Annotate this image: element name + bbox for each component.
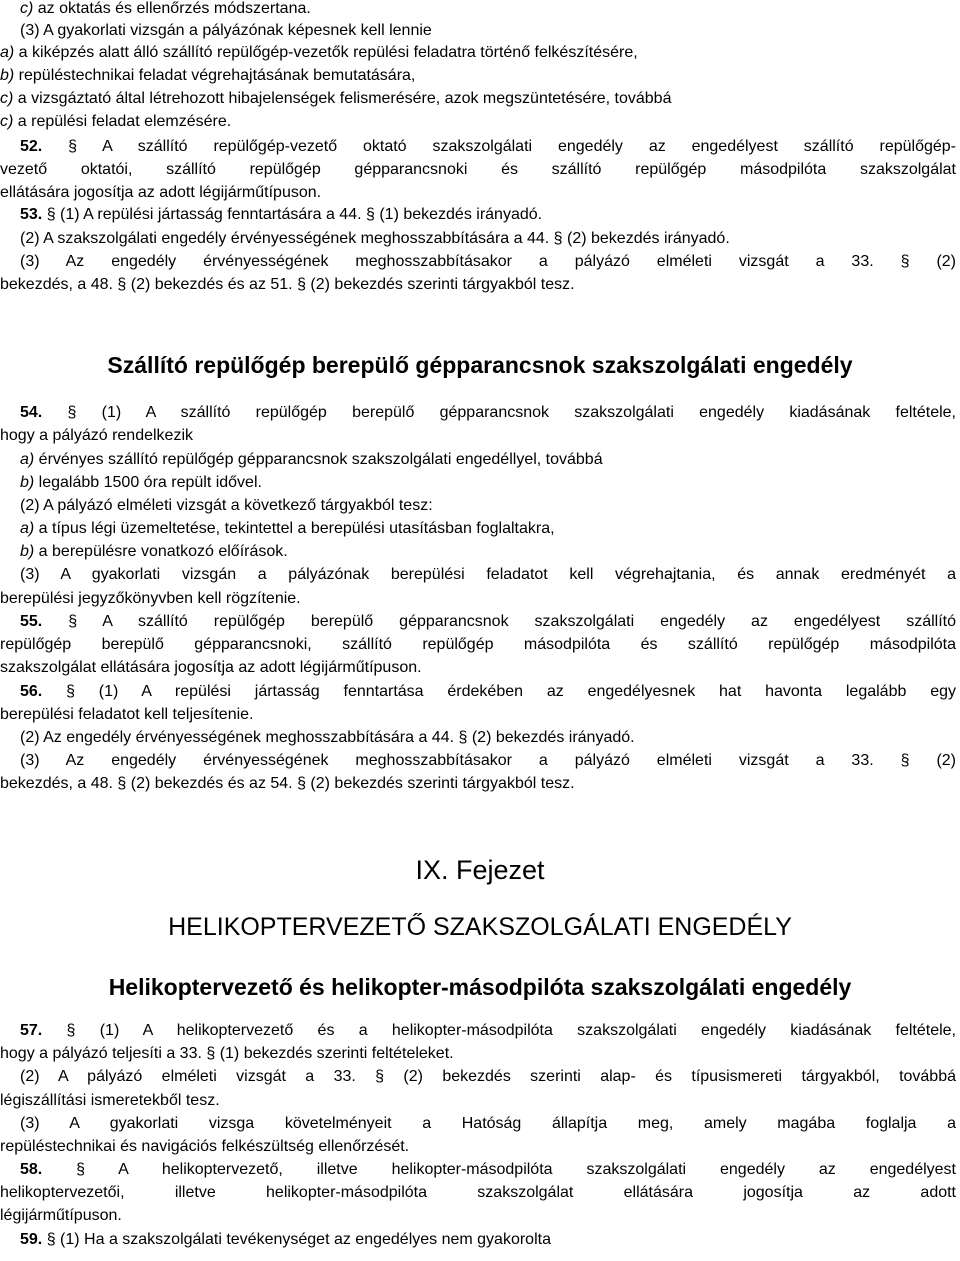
text-line: a) a típus légi üzemeltetése, tekintettel a berepülési utasításban foglaltakra, (20, 520, 555, 537)
text-line: 52. § A szállító repülőgép-vezető oktató szakszolgálati engedély az engedélyest szállító repülőgép- (20, 138, 956, 155)
text-line: (3) A gyakorlati vizsga követelményeit a Hatóság állapítja meg, amely magába foglalja a (20, 1115, 956, 1132)
text-line: bekezdés, a 48. § (2) bekezdés és az 51. § (2) bekezdés szerinti tárgyakból tesz. (0, 276, 575, 293)
text-line: bekezdés, a 48. § (2) bekezdés és az 54. § (2) bekezdés szerinti tárgyakból tesz. (0, 775, 575, 792)
text-line: b) repüléstechnikai feladat végrehajtásának bemutatására, (0, 67, 416, 84)
text-line: (2) A szakszolgálati engedély érvényességének meghosszabbítására a 44. § (2) bekezdés irányadó. (20, 230, 730, 247)
text-line: c) a vizsgáztató által létrehozott hibajelenségek felismerésére, azok megszüntetésére, továbbá (0, 90, 672, 107)
text-line: repüléstechnikai és navigációs felkészültség ellenőrzését. (0, 1138, 410, 1155)
text-line: ellátására jogosítja az adott légijárműtípuson. (0, 184, 322, 201)
text-line: hogy a pályázó rendelkezik (0, 427, 194, 444)
text-line: a) a kiképzés alatt álló szállító repülőgép-vezetők repülési feladatra történő felkészítésére, (0, 44, 638, 61)
text-line: 53. § (1) A repülési jártasság fenntartására a 44. § (1) bekezdés irányadó. (20, 206, 543, 223)
text-line: vezető oktatói, szállító repülőgép gépparancsnoki és szállító repülőgép másodpilóta szakszolgálat (0, 161, 956, 178)
text-line: hogy a pályázó teljesíti a 33. § (1) bekezdés szerinti feltételeket. (0, 1045, 454, 1062)
text-line: 58. § A helikoptervezető, illetve helikopter-másodpilóta szakszolgálati engedély az engedélyest (20, 1161, 956, 1178)
text-line: 57. § (1) A helikoptervezető és a helikopter-másodpilóta szakszolgálati engedély kiadásának feltétele, (20, 1022, 956, 1039)
text-line: helikoptervezetői, illetve helikopter-másodpilóta szakszolgálat ellátására jogosítja az adott (0, 1184, 956, 1201)
section-heading: Szállító repülőgép berepülő gépparancsnok szakszolgálati engedély (107, 352, 853, 378)
text-line: b) a berepülésre vonatkozó előírások. (20, 543, 288, 560)
text-line: c) az oktatás és ellenőrzés módszertana. (20, 0, 311, 17)
text-line: (2) A pályázó elméleti vizsgát a 33. § (2) bekezdés szerinti alap- és típusismereti tárgyakból, továbbá (20, 1068, 956, 1085)
text-line: berepülési feladatot kell teljesítenie. (0, 706, 254, 723)
text-line: 54. § (1) A szállító repülőgép berepülő gépparancsnok szakszolgálati engedély kiadásának feltétele, (20, 404, 956, 421)
text-line: 55. § A szállító repülőgép berepülő gépparancsnok szakszolgálati engedély az engedélyest szállító (20, 613, 956, 630)
text-line: c) a repülési feladat elemzésére. (0, 113, 232, 130)
text-line: 56. § (1) A repülési jártasság fenntartása érdekében az engedélyesnek hat havonta legalább egy (20, 683, 956, 700)
text-line: légiszállítási ismeretekből tesz. (0, 1092, 220, 1109)
chapter-number: IX. Fejezet (415, 855, 545, 885)
text-line: légijárműtípuson. (0, 1207, 122, 1224)
text-line: (2) Az engedély érvényességének meghosszabbítására a 44. § (2) bekezdés irányadó. (20, 729, 635, 746)
text-line: (3) A gyakorlati vizsgán a pályázónak képesnek kell lennie (20, 22, 432, 39)
text-line: (3) A gyakorlati vizsgán a pályázónak berepülési feladatot kell végrehajtania, és annak eredményét a (20, 566, 956, 583)
text-line: a) érvényes szállító repülőgép gépparancsnok szakszolgálati engedéllyel, továbbá (20, 451, 603, 468)
text-line: (3) Az engedély érvényességének meghosszabbításakor a pályázó elméleti vizsgát a 33. § (2) (20, 752, 956, 769)
text-line: berepülési jegyzőkönyvben kell rögzítenie. (0, 590, 301, 607)
text-line: repülőgép berepülő gépparancsnoki, szállító repülőgép másodpilóta és szállító repülőgép másodpilóta (0, 636, 956, 653)
chapter-title: HELIKOPTERVEZETŐ SZAKSZOLGÁLATI ENGEDÉLY (168, 913, 792, 941)
text-line: szakszolgálat ellátására jogosítja az adott légijárműtípuson. (0, 659, 422, 676)
text-line: b) legalább 1500 óra repült idővel. (20, 474, 262, 491)
text-line: (2) A pályázó elméleti vizsgát a következő tárgyakból tesz: (20, 497, 433, 514)
text-line: 59. § (1) Ha a szakszolgálati tevékenységet az engedélyes nem gyakorolta (20, 1231, 551, 1248)
section-heading: Helikoptervezető és helikopter-másodpilóta szakszolgálati engedély (108, 974, 852, 1000)
text-line: (3) Az engedély érvényességének meghosszabbításakor a pályázó elméleti vizsgát a 33. § (2) (20, 253, 956, 270)
